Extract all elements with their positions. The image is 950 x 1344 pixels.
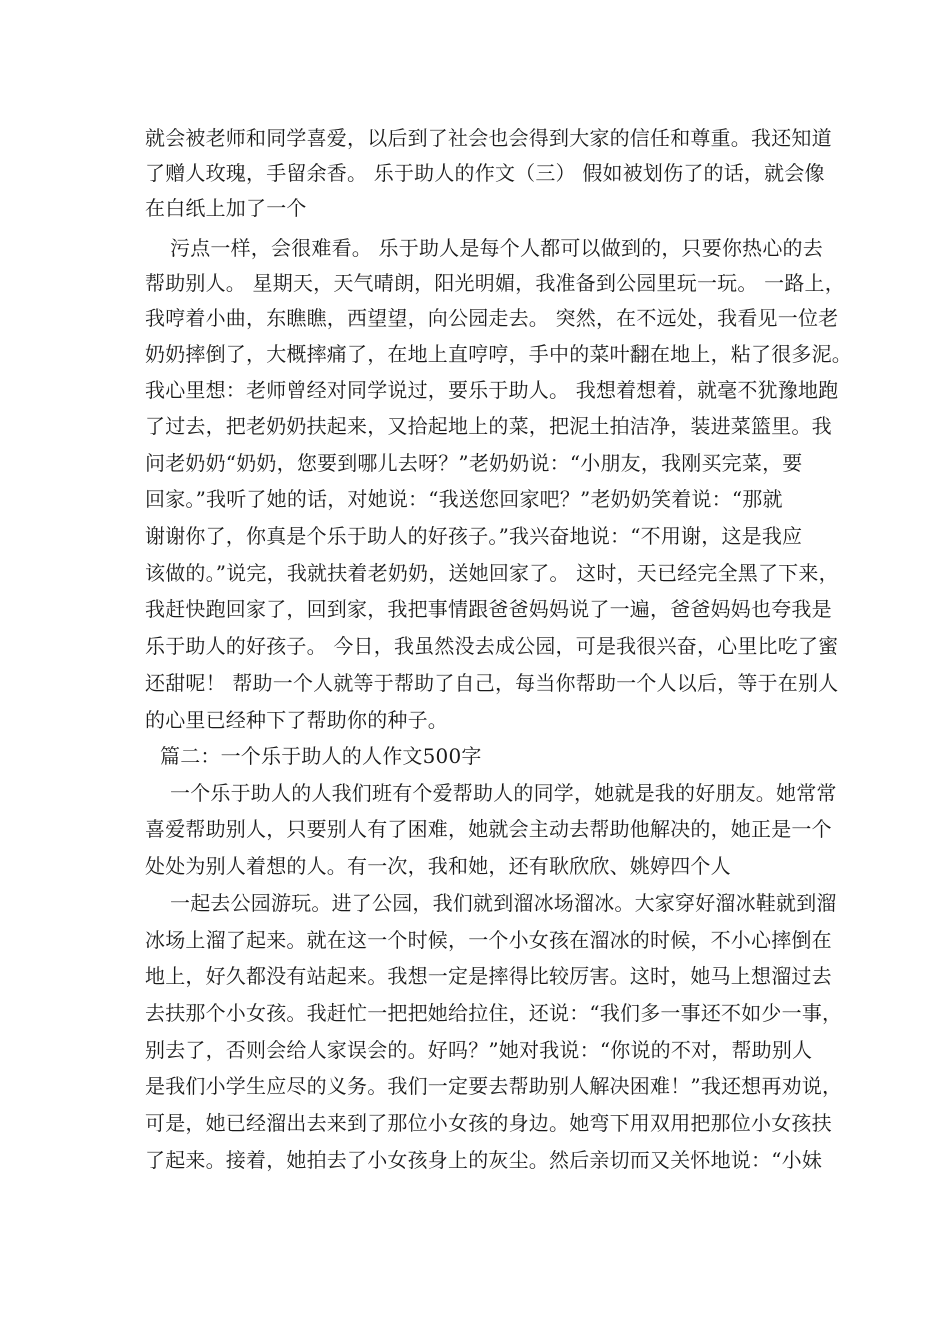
text-line: 谢谢你了，你真是个乐于助人的好孩子。”我兴奋地说：“不用谢，这是我应 bbox=[145, 524, 803, 548]
section-heading: 篇二：一个乐于助人的人作文500字 bbox=[160, 744, 482, 768]
text-line: 在白纸上加了一个 bbox=[145, 196, 307, 220]
text-line: 喜爱帮助别人，只要别人有了困难，她就会主动去帮助他解决的，她正是一个 bbox=[145, 817, 832, 841]
text-line: 帮助别人。 星期天，天气晴朗，阳光明媚，我准备到公园里玩一玩。 一路上， bbox=[145, 271, 845, 295]
text-line: 奶奶摔倒了，大概摔痛了，在地上直哼哼，手中的菜叶翻在地上，粘了很多泥。 bbox=[145, 342, 852, 366]
text-line: 可是，她已经溜出去来到了那位小女孩的身边。她弯下用双用把那位小女孩扶 bbox=[145, 1111, 832, 1135]
text-line: 我心里想：老师曾经对同学说过，要乐于助人。 我想着想着，就毫不犹豫地跑 bbox=[145, 378, 839, 402]
text-line: 一起去公园游玩。进了公园，我们就到溜冰场溜冰。大家穿好溜冰鞋就到溜 bbox=[170, 891, 837, 915]
text-line: 还甜呢！ 帮助一个人就等于帮助了自己，每当你帮助一个人以后，等于在别人 bbox=[145, 671, 839, 695]
text-line: 问老奶奶“奶奶，您要到哪儿去呀？”老奶奶说：“小朋友，我刚买完菜，要 bbox=[145, 451, 803, 475]
text-line: 我哼着小曲，东瞧瞧，西望望，向公园走去。 突然，在不远处，我看见一位老 bbox=[145, 306, 839, 330]
text-line: 该做的。”说完，我就扶着老奶奶，送她回家了。 这时，天已经完全黑了下来， bbox=[145, 561, 839, 585]
text-line: 地上，好久都没有站起来。我想一定是摔得比较厉害。这时，她马上想溜过去 bbox=[145, 964, 832, 988]
text-line: 污点一样，会很难看。 乐于助人是每个人都可以做到的，只要你热心的去 bbox=[170, 236, 823, 260]
text-line: 处处为别人着想的人。有一次，我和她，还有耿欣欣、姚婷四个人 bbox=[145, 854, 731, 878]
text-line: 就会被老师和同学喜爱，以后到了社会也会得到大家的信任和尊重。我还知道 bbox=[145, 126, 832, 150]
text-line: 冰场上溜了起来。就在这一个时候，一个小女孩在溜冰的时候，不小心摔倒在 bbox=[145, 928, 832, 952]
text-line: 一个乐于助人的人我们班有个爱帮助人的同学，她就是我的好朋友。她常常 bbox=[170, 781, 837, 805]
text-line: 的心里已经种下了帮助你的种子。 bbox=[145, 708, 448, 732]
text-line: 了过去，把老奶奶扶起来，又拾起地上的菜，把泥土拍洁净，装进菜篮里。我 bbox=[145, 414, 832, 438]
text-line: 是我们小学生应尽的义务。我们一定要去帮助别人解决困难！”我还想再劝说， bbox=[145, 1074, 843, 1098]
text-line: 乐于助人的好孩子。 今日，我虽然没去成公园，可是我很兴奋，心里比吃了蜜 bbox=[145, 634, 839, 658]
text-line: 别去了，否则会给人家误会的。好吗？”她对我说：“你说的不对，帮助别人 bbox=[145, 1038, 813, 1062]
text-line: 回家。”我听了她的话，对她说：“我送您回家吧？”老奶奶笑着说：“那就 bbox=[145, 487, 783, 511]
text-line: 了赠人玫瑰，手留余香。 乐于助人的作文（三） 假如被划伤了的话，就会像 bbox=[145, 161, 825, 185]
text-line: 去扶那个小女孩。我赶忙一把把她给拉住，还说：“我们多一事还不如少一事， bbox=[145, 1001, 843, 1025]
text-line: 我赶快跑回家了，回到家，我把事情跟爸爸妈妈说了一遍，爸爸妈妈也夸我是 bbox=[145, 597, 832, 621]
text-line: 了起来。接着，她拍去了小女孩身上的灰尘。然后亲切而又关怀地说：“小妹 bbox=[145, 1148, 823, 1172]
